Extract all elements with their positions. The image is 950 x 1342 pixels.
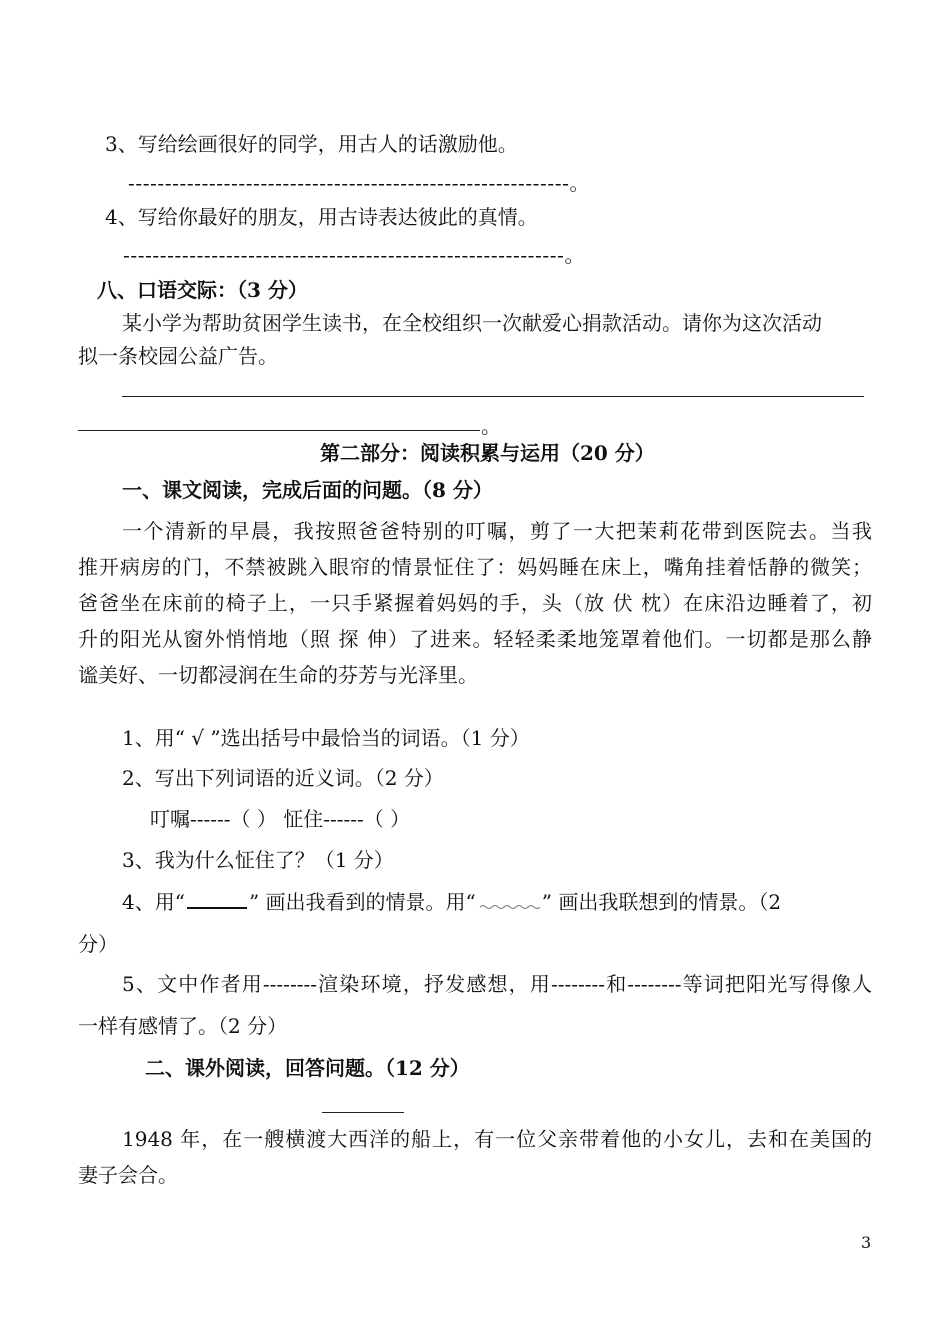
extra-passage-line-2: 妻子会合。 <box>78 1163 178 1187</box>
part-2-title: 第二部分：阅读积累与运用（20 分） <box>320 441 655 465</box>
page-number: 3 <box>861 1233 872 1252</box>
answer-rule-1 <box>122 396 864 397</box>
question-4: 4、写给你最好的朋友，用古诗表达彼此的真情。 <box>105 205 538 229</box>
answer-line-4: ------------------------------------------------------------。 <box>123 243 586 267</box>
section-8-body-line-2: 拟一条校园公益广告。 <box>78 344 278 368</box>
section-8-body-line-1: 某小学为帮助贫困学生读书，在全校组织一次献爱心捐款活动。请你为这次活动 <box>122 311 822 335</box>
question-3: 3、写给绘画很好的同学，用古人的话激励他。 <box>105 132 518 156</box>
reading-question-4 <box>122 889 781 915</box>
section-8-title: 八、口语交际：（3 分） <box>97 278 308 302</box>
reading-section-2-title: 二、课外阅读，回答问题。（12 分） <box>145 1056 470 1080</box>
answer-rule-2 <box>78 430 480 431</box>
straight-underline-marker <box>187 889 247 909</box>
reading-section-1-title: 一、课文阅读，完成后面的问题。（8 分） <box>122 478 493 502</box>
reading-question-2: 2、写出下列词语的近义词。（2 分） <box>122 766 444 790</box>
reading-question-1: 1、用“ √ ”选出括号中最恰当的词语。（1 分） <box>122 726 530 750</box>
wavy-underline-marker <box>478 891 540 909</box>
passage-line-1: 一个清新的早晨，我按照爸爸特别的叮嘱，剪了一大把茉莉花带到医院去。当我 <box>122 519 872 543</box>
extra-passage-line-1: 1948 年，在一艘横渡大西洋的船上，有一位父亲带着他的小女儿，去和在美国的 <box>122 1127 872 1151</box>
reading-question-4-part-a: 4、用“ <box>122 890 185 914</box>
passage-line-5: 谧美好、一切都浸润在生命的芬芳与光泽里。 <box>78 663 478 687</box>
reading-question-3: 3、我为什么怔住了？（1 分） <box>122 848 394 872</box>
passage-line-4: 升的阳光从窗外悄悄地（照 探 伸）了进来。轻轻柔柔地笼罩着他们。一切都是那么静 <box>78 627 872 651</box>
answer-rule-end: 。 <box>481 414 501 438</box>
answer-line-3: ------------------------------------------------------------。 <box>128 171 591 195</box>
reading-question-5-line-2: 一样有感情了。（2 分） <box>78 1014 288 1038</box>
passage-line-2: 推开病房的门，不禁被跳入眼帘的情景怔住了：妈妈睡在床上，嘴角挂着恬静的微笑； <box>78 555 872 579</box>
reading-question-4-part-b: ” 画出我看到的情景。用“ <box>248 890 476 914</box>
reading-question-5-line-1: 5、文中作者用--------渲染环境，抒发感想，用--------和--------等词把阳光写得像人 <box>122 972 872 996</box>
reading-question-4-cont: 分） <box>78 932 118 956</box>
reading-question-2-items: 叮嘱------（ ） 怔住------（ ） <box>150 807 411 831</box>
reading-question-4-part-c: ” 画出我联想到的情景。（2 <box>541 890 782 914</box>
title-placeholder-rule <box>322 1112 404 1113</box>
passage-line-3: 爸爸坐在床前的椅子上，一只手紧握着妈妈的手，头（放 伏 枕）在床沿边睡着了，初 <box>78 591 872 615</box>
